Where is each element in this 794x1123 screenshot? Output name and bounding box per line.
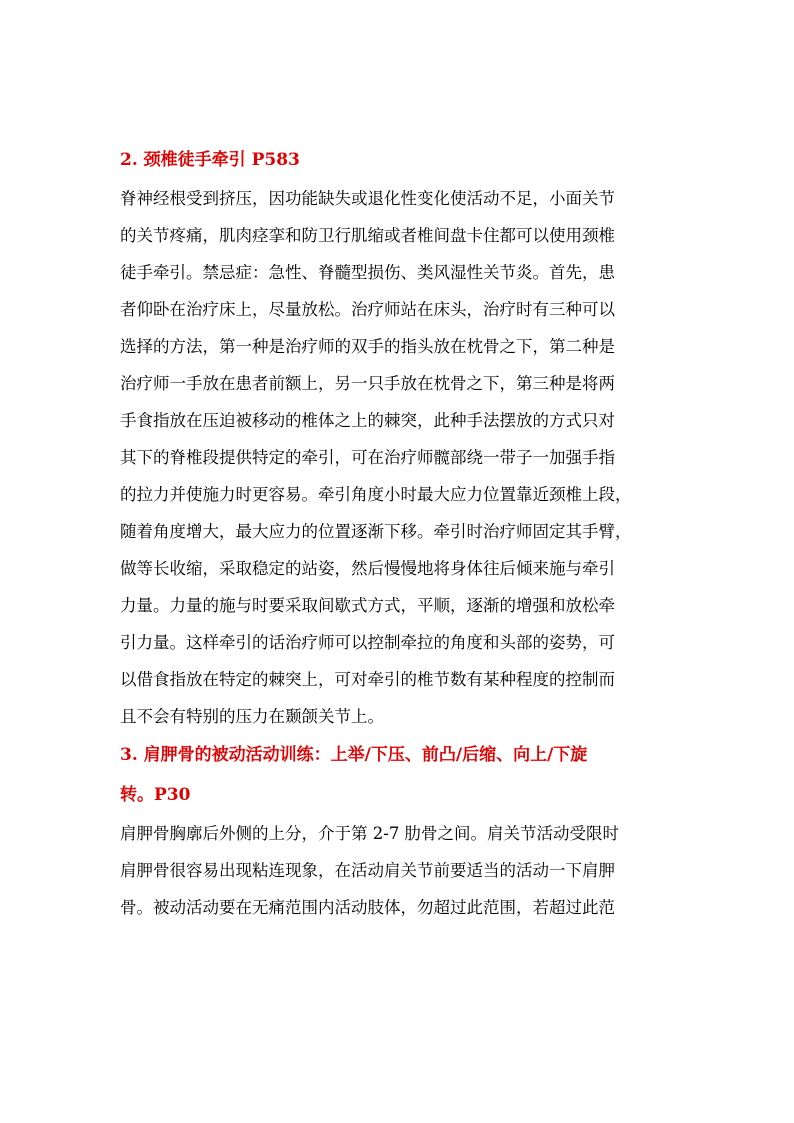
document-content bbox=[120, 140, 680, 926]
text-line: 的拉力并使施力时更容易。牵引角度小时最大应力位置靠近颈椎上段， bbox=[120, 485, 632, 504]
text-line: 肩胛骨很容易出现粘连现象，在活动肩关节前要适当的活动一下肩胛 bbox=[120, 861, 615, 880]
section-heading bbox=[120, 140, 680, 180]
text-line: 骨。被动活动要在无痛范围内活动肢体，勿超过此范围，若超过此范 bbox=[120, 898, 615, 917]
section-heading bbox=[120, 735, 680, 815]
text-line: 引力量。这样牵引的话治疗师可以控制牵拉的角度和头部的姿势，可 bbox=[120, 633, 615, 652]
text-line: 做等长收缩，采取稳定的站姿，然后慢慢地将身体往后倾来施与牵引 bbox=[120, 559, 615, 578]
text-line: 其下的脊椎段提供特定的牵引，可在治疗师髋部绕一带子一加强手指 bbox=[120, 448, 615, 467]
text-line: 力量。力量的施与时要采取间歇式方式，平顺，逐渐的增强和放松牵 bbox=[120, 596, 615, 615]
heading-line: 转。P30 bbox=[120, 785, 191, 805]
text-line: 徒手牵引。禁忌症：急性、脊髓型损伤、类风湿性关节炎。首先，患 bbox=[120, 263, 615, 282]
section-body bbox=[120, 180, 680, 735]
section-body bbox=[120, 815, 680, 926]
text-line: 的关节疼痛，肌肉痉挛和防卫行肌缩或者椎间盘卡住都可以使用颈椎 bbox=[120, 226, 615, 245]
text-line: 选择的方法，第一种是治疗师的双手的指头放在枕骨之下，第二种是 bbox=[120, 337, 615, 356]
heading-line: 3. 肩胛骨的被动活动训练：上举/下压、前凸/后缩、向上/下旋 bbox=[120, 745, 588, 765]
text-line: 随着角度增大，最大应力的位置逐渐下移。牵引时治疗师固定其手臂， bbox=[120, 522, 632, 541]
text-line: 者仰卧在治疗床上，尽量放松。治疗师站在床头，治疗时有三种可以 bbox=[120, 300, 615, 319]
text-line: 脊神经根受到挤压，因功能缺失或退化性变化使活动不足，小面关节 bbox=[120, 189, 615, 208]
text-line: 以借食指放在特定的棘突上，可对牵引的椎节数有某种程度的控制而 bbox=[120, 670, 615, 689]
text-line: 肩胛骨胸廓后外侧的上分，介于第 2-7 肋骨之间。肩关节活动受限时 bbox=[120, 824, 620, 843]
section-cervical-traction bbox=[120, 140, 680, 735]
heading-line: 2. 颈椎徒手牵引 P583 bbox=[120, 150, 300, 170]
text-line: 治疗师一手放在患者前额上，另一只手放在枕骨之下，第三种是将两 bbox=[120, 374, 615, 393]
section-scapula-passive-training bbox=[120, 735, 680, 926]
text-line: 手食指放在压迫被移动的椎体之上的棘突，此种手法摆放的方式只对 bbox=[120, 411, 615, 430]
text-line: 且不会有特别的压力在颞颌关节上。 bbox=[120, 707, 384, 726]
